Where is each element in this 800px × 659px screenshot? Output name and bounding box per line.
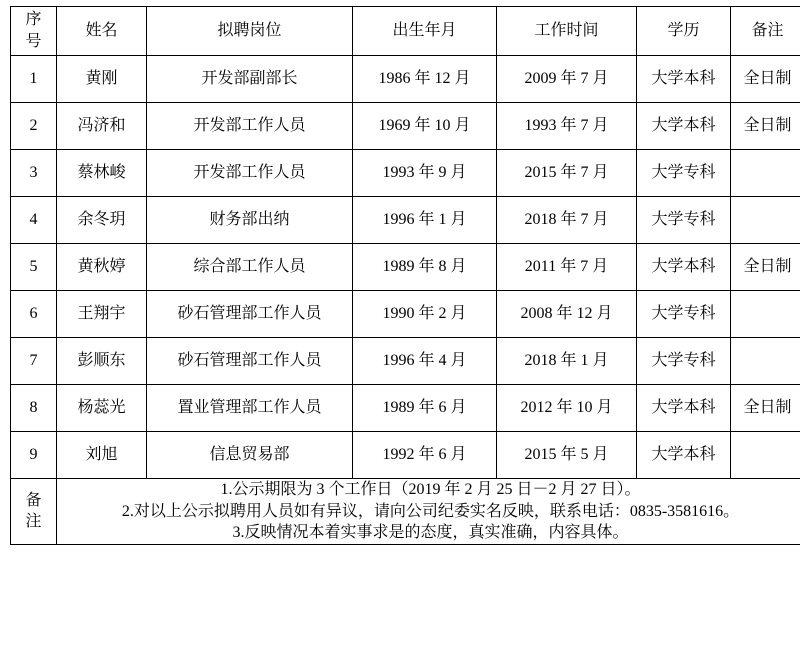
cell-work: 2015 年 5 月 bbox=[497, 432, 637, 479]
cell-no: 6 bbox=[11, 291, 57, 338]
cell-remark bbox=[731, 291, 800, 338]
footer-notes bbox=[57, 479, 800, 545]
cell-post: 财务部出纳 bbox=[147, 197, 353, 244]
cell-no: 7 bbox=[11, 338, 57, 385]
table-row bbox=[11, 338, 800, 385]
cell-name: 余冬玥 bbox=[57, 197, 147, 244]
column-header-no bbox=[11, 7, 57, 56]
cell-post: 开发部副部长 bbox=[147, 56, 353, 103]
footer-note-2: 2.对以上公示拟聘用人员如有异议，请向公司纪委实名反映，联系电话：0835-3581616。 bbox=[121, 502, 740, 520]
cell-remark: 全日制 bbox=[731, 56, 800, 103]
cell-name: 杨蕊光 bbox=[57, 385, 147, 432]
footer-note-1: 1.公示期限为 3 个工作日（2019 年 2 月 25 日－2 月 27 日）。 bbox=[220, 481, 641, 498]
cell-post: 砂石管理部工作人员 bbox=[147, 338, 353, 385]
cell-work: 2012 年 10 月 bbox=[497, 385, 637, 432]
cell-birth: 1969 年 10 月 bbox=[353, 103, 497, 150]
cell-birth: 1996 年 1 月 bbox=[353, 197, 497, 244]
cell-remark: 全日制 bbox=[731, 244, 800, 291]
table-row bbox=[11, 385, 800, 432]
cell-post: 综合部工作人员 bbox=[147, 244, 353, 291]
column-header-education: 学历 bbox=[637, 7, 731, 56]
cell-birth: 1990 年 2 月 bbox=[353, 291, 497, 338]
column-header-work: 工作时间 bbox=[497, 7, 637, 56]
table-row bbox=[11, 56, 800, 103]
cell-remark: 全日制 bbox=[731, 103, 800, 150]
cell-education: 大学本科 bbox=[637, 56, 731, 103]
cell-work: 2011 年 7 月 bbox=[497, 244, 637, 291]
cell-education: 大学本科 bbox=[637, 432, 731, 479]
cell-no: 5 bbox=[11, 244, 57, 291]
cell-education: 大学本科 bbox=[637, 244, 731, 291]
footer-label-line1: 备 bbox=[25, 491, 42, 509]
cell-education: 大学专科 bbox=[637, 150, 731, 197]
cell-name: 王翔宇 bbox=[57, 291, 147, 338]
column-header-no-line1: 序 bbox=[25, 11, 42, 29]
cell-post: 信息贸易部 bbox=[147, 432, 353, 479]
cell-name: 彭顺东 bbox=[57, 338, 147, 385]
cell-remark bbox=[731, 432, 800, 479]
cell-work: 2018 年 1 月 bbox=[497, 338, 637, 385]
table-row bbox=[11, 197, 800, 244]
table-row bbox=[11, 150, 800, 197]
cell-no: 8 bbox=[11, 385, 57, 432]
cell-name: 刘旭 bbox=[57, 432, 147, 479]
cell-education: 大学专科 bbox=[637, 197, 731, 244]
cell-post: 置业管理部工作人员 bbox=[147, 385, 353, 432]
cell-birth: 1986 年 12 月 bbox=[353, 56, 497, 103]
table-row bbox=[11, 244, 800, 291]
cell-name: 冯济和 bbox=[57, 103, 147, 150]
cell-post: 开发部工作人员 bbox=[147, 150, 353, 197]
column-header-birth: 出生年月 bbox=[353, 7, 497, 56]
cell-work: 2015 年 7 月 bbox=[497, 150, 637, 197]
cell-work: 2018 年 7 月 bbox=[497, 197, 637, 244]
footer-label-remark bbox=[11, 479, 57, 545]
table-row bbox=[11, 291, 800, 338]
cell-birth: 1992 年 6 月 bbox=[353, 432, 497, 479]
column-header-post: 拟聘岗位 bbox=[147, 7, 353, 56]
cell-no: 1 bbox=[11, 56, 57, 103]
cell-education: 大学本科 bbox=[637, 385, 731, 432]
cell-no: 2 bbox=[11, 103, 57, 150]
cell-education: 大学本科 bbox=[637, 103, 731, 150]
table-header-row bbox=[11, 7, 800, 56]
cell-no: 9 bbox=[11, 432, 57, 479]
cell-name: 蔡林峻 bbox=[57, 150, 147, 197]
cell-education: 大学专科 bbox=[637, 291, 731, 338]
table-footer-row bbox=[11, 479, 800, 545]
cell-birth: 1989 年 6 月 bbox=[353, 385, 497, 432]
column-header-name: 姓名 bbox=[57, 7, 147, 56]
cell-birth: 1993 年 9 月 bbox=[353, 150, 497, 197]
cell-birth: 1996 年 4 月 bbox=[353, 338, 497, 385]
table-body bbox=[11, 56, 800, 545]
cell-name: 黄秋婷 bbox=[57, 244, 147, 291]
footer-label-line2: 注 bbox=[25, 513, 42, 531]
cell-remark bbox=[731, 150, 800, 197]
table-row bbox=[11, 103, 800, 150]
cell-remark bbox=[731, 338, 800, 385]
cell-post: 砂石管理部工作人员 bbox=[147, 291, 353, 338]
table-header bbox=[11, 7, 800, 56]
cell-work: 2008 年 12 月 bbox=[497, 291, 637, 338]
footer-note-3: 3.反映情况本着实事求是的态度，真实准确，内容具体。 bbox=[232, 524, 629, 542]
cell-work: 1993 年 7 月 bbox=[497, 103, 637, 150]
cell-remark bbox=[731, 197, 800, 244]
cell-birth: 1989 年 8 月 bbox=[353, 244, 497, 291]
column-header-no-line2: 号 bbox=[25, 33, 42, 50]
recruitment-public-notice-table bbox=[10, 6, 800, 545]
cell-education: 大学专科 bbox=[637, 338, 731, 385]
cell-work: 2009 年 7 月 bbox=[497, 56, 637, 103]
cell-no: 4 bbox=[11, 197, 57, 244]
cell-post: 开发部工作人员 bbox=[147, 103, 353, 150]
column-header-remark: 备注 bbox=[731, 7, 800, 56]
cell-name: 黄刚 bbox=[57, 56, 147, 103]
cell-remark: 全日制 bbox=[731, 385, 800, 432]
table-row bbox=[11, 432, 800, 479]
cell-no: 3 bbox=[11, 150, 57, 197]
